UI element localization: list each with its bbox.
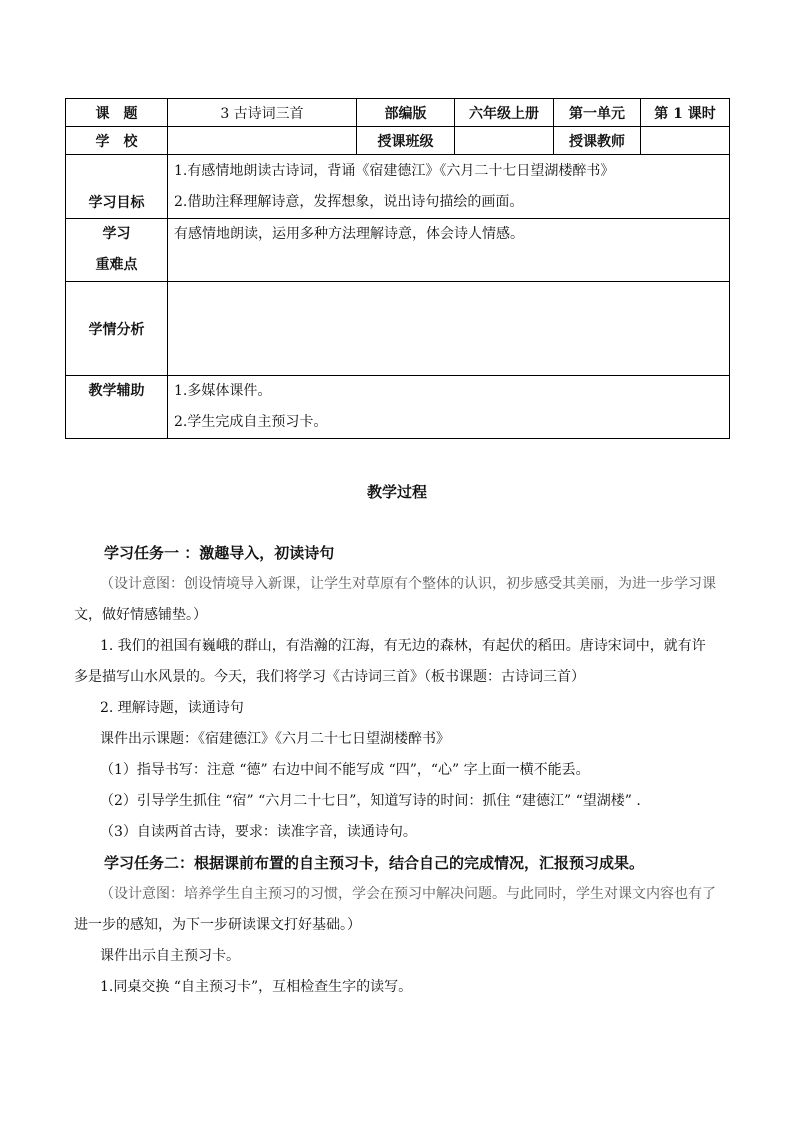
aids-content — [168, 376, 730, 439]
unit: 第一单元 — [554, 99, 641, 127]
school-value — [168, 127, 357, 155]
task2-design-line1: （设计意图：培养学生自主预习的习惯，学会在预习中解决问题。与此同时，学生对课文内容也有了 — [100, 886, 716, 902]
school-label: 学 校 — [66, 127, 168, 155]
period: 第 1 课时 — [641, 99, 730, 127]
task2-courseware: 课件出示自主预习卡。 — [100, 948, 240, 964]
analysis-text — [168, 282, 730, 376]
task1-step1-line2: 多是描写山水风景的。今天，我们将学习《古诗词三首》（板书课题：古诗词三首） — [74, 669, 585, 685]
section-title: 教学过程 — [366, 483, 427, 501]
course-label: 课 题 — [66, 99, 168, 127]
course-title: 3 古诗词三首 — [168, 99, 357, 127]
process-body — [74, 538, 730, 1003]
task1-design-line2: 文，做好情感铺垫。） — [74, 607, 207, 623]
task2-heading: 学习任务二：根据课前布置的自主预习卡，结合自己的完成情况，汇报预习成果。 — [104, 854, 645, 872]
task1-heading: 学习任务一 ：激趣导入，初读诗句 — [104, 544, 335, 562]
analysis-label: 学情分析 — [66, 282, 168, 376]
task1-step2: 2. 理解诗题，读通诗句 — [100, 700, 244, 716]
task1-sub3: （3）自读两首古诗，要求：读准字音，读通诗句。 — [100, 824, 417, 840]
grade: 六年级上册 — [455, 99, 554, 127]
task1-design-line1: （设计意图：创设情境导入新课，让学生对草原有个整体的认识，初步感受其美丽，为进一步学习课 — [100, 576, 716, 592]
task2-step1: 1.同桌交换 “自主预习卡”，互相检查生字的读写。 — [100, 979, 413, 995]
difficulty-text: 有感情地朗读，运用多种方法理解诗意，体会诗人情感。 — [168, 219, 730, 282]
class-value — [455, 127, 554, 155]
class-label: 授课班级 — [357, 127, 455, 155]
task1-courseware: 课件出示课题：《宿建德江》《六月二十七日望湖楼醉书》 — [100, 731, 450, 747]
difficulty-label-line1: 学习 — [102, 226, 131, 242]
teacher-value — [641, 127, 730, 155]
goal-item: 1.有感情地朗读古诗词，背诵《宿建德江》《六月二十七日望湖楼醉书》 — [174, 162, 615, 179]
lesson-info-table — [65, 98, 730, 439]
task2-design-line2: 进一步的感知，为下一步研读课文打好基础。） — [74, 917, 361, 933]
aid-item: 1.多媒体课件。 — [174, 383, 272, 399]
goals-label: 学习目标 — [66, 155, 168, 219]
goals-content — [168, 155, 730, 219]
aid-item: 2.学生完成自主预习卡。 — [174, 414, 328, 430]
edition: 部编版 — [357, 99, 455, 127]
task1-sub1: （1）指导书写：注意 “德” 右边中间不能写成 “四”，“心” 字上面一横不能丢。 — [100, 762, 590, 778]
goal-item: 2.借助注释理解诗意，发挥想象，说出诗句描绘的画面。 — [174, 193, 524, 210]
teacher-label: 授课教师 — [554, 127, 641, 155]
task1-sub2: （2）引导学生抓住 “宿” “六月二十七日”，知道写诗的时间：抓住 “建德江” “望湖楼” . — [100, 793, 641, 809]
difficulty-label-line2: 重难点 — [95, 257, 138, 273]
difficulty-label — [66, 219, 168, 282]
task1-step1-line1: 1. 我们的祖国有巍峨的群山，有浩瀚的江海，有无边的森林，有起伏的稻田。唐诗宋词中，就有许 — [100, 638, 706, 654]
aids-label: 教学辅助 — [66, 376, 168, 439]
